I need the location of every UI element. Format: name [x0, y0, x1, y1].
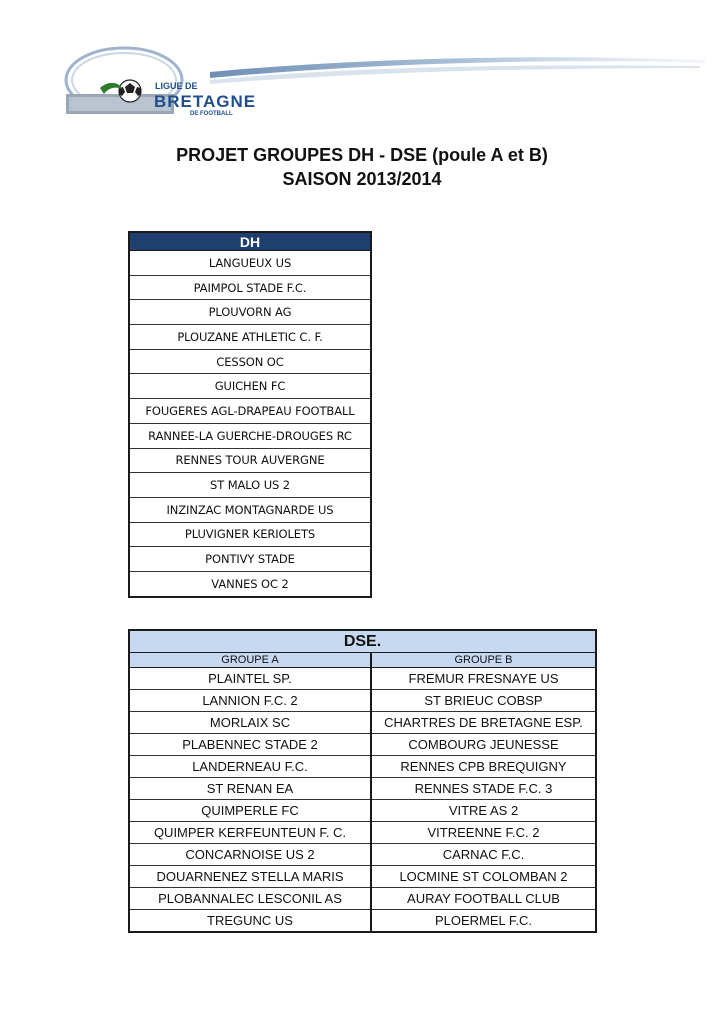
logo-line2: BRETAGNE [154, 92, 257, 111]
dh-team: FOUGERES AGL-DRAPEAU FOOTBALL [129, 399, 371, 424]
group-b-team: CHARTRES DE BRETAGNE ESP. [371, 712, 596, 734]
dh-team: PAIMPOL STADE F.C. [129, 275, 371, 300]
group-a-team: LANNION F.C. 2 [129, 690, 371, 712]
table-row [129, 888, 596, 910]
table-row [129, 497, 371, 522]
dh-team: ST MALO US 2 [129, 473, 371, 498]
table-row [129, 800, 596, 822]
group-a-team: ST RENAN EA [129, 778, 371, 800]
dh-team: INZINZAC MONTAGNARDE US [129, 497, 371, 522]
group-a-team: TREGUNC US [129, 910, 371, 933]
dh-team: PLOUVORN AG [129, 300, 371, 325]
group-b-team: LOCMINE ST COLOMBAN 2 [371, 866, 596, 888]
table-row [129, 522, 371, 547]
group-b-team: VITRE AS 2 [371, 800, 596, 822]
table-row [129, 325, 371, 350]
table-row [129, 374, 371, 399]
group-b-team: ST BRIEUC COBSP [371, 690, 596, 712]
table-row [129, 571, 371, 596]
table-row [129, 668, 596, 690]
table-row [129, 547, 371, 572]
dh-team: LANGUEUX US [129, 251, 371, 276]
table-row [129, 349, 371, 374]
group-a-team: QUIMPERLE FC [129, 800, 371, 822]
group-b-team: RENNES CPB BREQUIGNY [371, 756, 596, 778]
group-b-team: FREMUR FRESNAYE US [371, 668, 596, 690]
group-b-team: VITREENNE F.C. 2 [371, 822, 596, 844]
table-row [129, 275, 371, 300]
table-row [129, 473, 371, 498]
table-row [129, 910, 596, 933]
group-b-team: RENNES STADE F.C. 3 [371, 778, 596, 800]
table-row [129, 778, 596, 800]
dh-team: CESSON OC [129, 349, 371, 374]
logo-line1: LIGUE DE [155, 81, 198, 91]
group-a-header: GROUPE A [129, 653, 371, 668]
group-a-team: CONCARNOISE US 2 [129, 844, 371, 866]
table-row [129, 423, 371, 448]
logo-line3: DE FOOTBALL [190, 111, 233, 117]
table-row [129, 844, 596, 866]
dh-team: RENNES TOUR AUVERGNE [129, 448, 371, 473]
table-row [129, 300, 371, 325]
title-line2: SAISON 2013/2014 [282, 169, 442, 189]
table-row [129, 251, 371, 276]
dse-header: DSE. [129, 630, 596, 653]
group-a-team: PLAINTEL SP. [129, 668, 371, 690]
dh-table [128, 231, 372, 598]
group-a-team: LANDERNEAU F.C. [129, 756, 371, 778]
dh-team: PONTIVY STADE [129, 547, 371, 572]
dh-team: PLUVIGNER KERIOLETS [129, 522, 371, 547]
table-row [129, 448, 371, 473]
group-a-team: QUIMPER KERFEUNTEUN F. C. [129, 822, 371, 844]
dh-header: DH [129, 232, 371, 251]
page-title [0, 143, 724, 191]
table-row [129, 734, 596, 756]
dh-team: VANNES OC 2 [129, 571, 371, 596]
group-a-team: DOUARNENEZ STELLA MARIS [129, 866, 371, 888]
dh-team: PLOUZANE ATHLETIC C. F. [129, 325, 371, 350]
table-row [129, 690, 596, 712]
group-a-team: PLABENNEC STADE 2 [129, 734, 371, 756]
dh-team: RANNEE-LA GUERCHE-DROUGES RC [129, 423, 371, 448]
dse-table [128, 629, 597, 933]
group-b-header: GROUPE B [371, 653, 596, 668]
table-row [129, 399, 371, 424]
group-a-team: MORLAIX SC [129, 712, 371, 734]
group-a-team: PLOBANNALEC LESCONIL AS [129, 888, 371, 910]
group-b-team: AURAY FOOTBALL CLUB [371, 888, 596, 910]
dh-team: GUICHEN FC [129, 374, 371, 399]
table-row [129, 756, 596, 778]
group-b-team: COMBOURG JEUNESSE [371, 734, 596, 756]
table-row [129, 822, 596, 844]
ligue-bretagne-logo [60, 44, 710, 124]
title-line1: PROJET GROUPES DH - DSE (poule A et B) [176, 145, 548, 165]
table-row [129, 712, 596, 734]
group-b-team: PLOERMEL F.C. [371, 910, 596, 933]
table-row [129, 866, 596, 888]
group-b-team: CARNAC F.C. [371, 844, 596, 866]
